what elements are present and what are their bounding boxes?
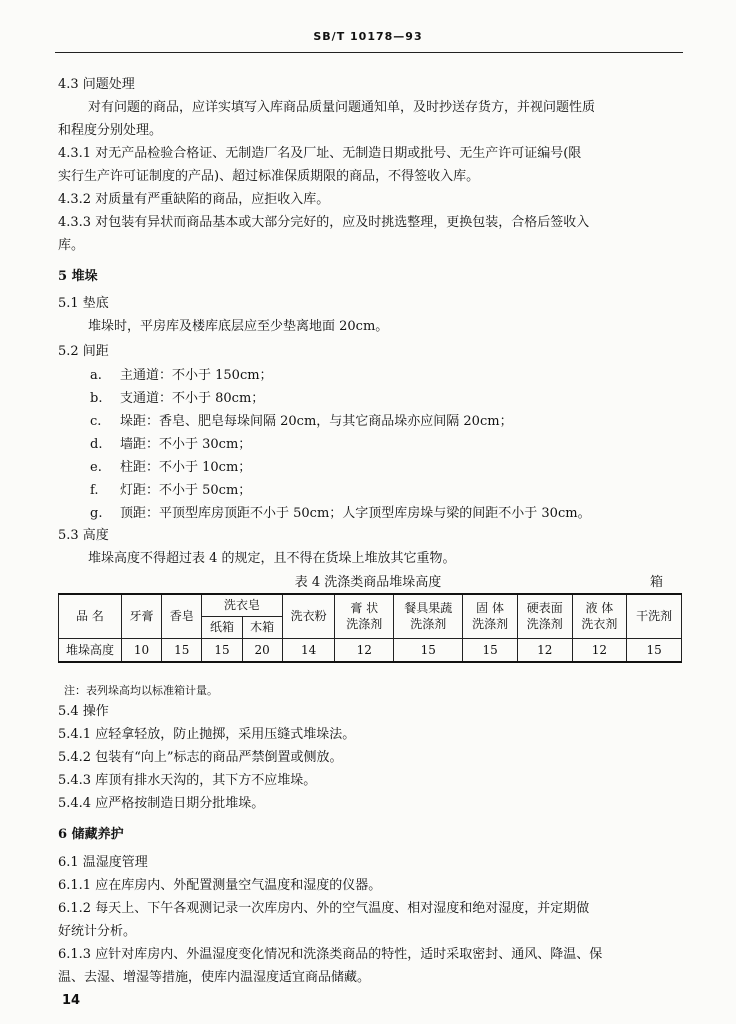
header-line: 液 体: [585, 601, 614, 616]
clause-5-4-1: 5.4.1 应轻拿轻放，防止抛掷，采用压缝式堆垛法。: [58, 727, 356, 742]
list-text: 灯距：不小于 50cm；: [120, 483, 252, 498]
list-item-c: [90, 413, 513, 431]
list-item-a: [90, 367, 273, 385]
header-toilet-soap: 香皂: [162, 594, 202, 638]
heading-6-1: 6.1 温湿度管理: [58, 855, 148, 870]
header-line: 洗涤剂: [472, 617, 509, 632]
heading-5-1: 5.1 垫底: [58, 296, 109, 311]
table-cell: 12: [572, 638, 627, 662]
header-line: 固 体: [476, 601, 504, 616]
header-paper-box: 纸箱: [202, 616, 242, 638]
header-rule: [55, 52, 683, 53]
header-line: 洗衣剂: [581, 617, 618, 632]
table-note: 注：表列垛高均以标准箱计量。: [64, 684, 218, 697]
table-cell: 15: [162, 638, 202, 662]
clause-4-3-1-line1: 4.3.1 对无产品检验合格证、无制造厂名及厂址、无制造日期或批号、无生产许可证编号(限: [58, 146, 582, 161]
table-cell: 12: [335, 638, 394, 662]
clause-5-4-4: 5.4.4 应严格按制造日期分批堆垛。: [58, 796, 265, 811]
heading-5: 5 堆垛: [58, 269, 98, 284]
clause-4-3-3-line2: 库。: [58, 238, 85, 253]
clause-4-3-3-line1: 4.3.3 对包装有异状而商品基本或大部分完好的，应及时挑选整理，更换包装，合格后签收入: [58, 215, 590, 230]
list-key: d.: [90, 437, 103, 452]
heading-5-2: 5.2 间距: [58, 344, 109, 359]
header-toothpaste: 牙膏: [121, 594, 161, 638]
heading-5-4: 5.4 操作: [58, 704, 109, 719]
page-number: 14: [62, 993, 81, 1008]
header-paste-detergent: [335, 594, 394, 638]
para-4-3-line1: 对有问题的商品，应详实填写入库商品质量问题通知单，及时抄送存货方，并视问题性质: [88, 100, 596, 115]
table-cell: 14: [282, 638, 335, 662]
header-wood-box: 木箱: [242, 616, 282, 638]
list-item-e: [90, 459, 251, 477]
list-text: 柱距：不小于 10cm；: [120, 460, 252, 475]
clause-6-1-1: 6.1.1 应在库房内、外配置测量空气温度和湿度的仪器。: [58, 878, 382, 893]
table-unit: 箱: [650, 575, 664, 590]
para-4-3-line2: 和程度分别处理。: [58, 123, 163, 138]
header-name: 品 名: [59, 594, 122, 638]
list-item-g: [90, 505, 591, 523]
list-text: 顶距：平顶型库房顶距不小于 50cm；人字顶型库房垛与梁的间距不小于 30cm。: [120, 506, 591, 521]
header-line: 硬表面: [526, 601, 563, 616]
clause-5-4-3: 5.4.3 库顶有排水天沟的，其下方不应堆垛。: [58, 773, 317, 788]
table-cell: 15: [627, 638, 682, 662]
table-cell: 15: [394, 638, 463, 662]
table-cell: 20: [242, 638, 282, 662]
header-line: 餐具果蔬: [404, 601, 453, 616]
header-line: 洗涤剂: [410, 617, 447, 632]
table-cell: 12: [517, 638, 572, 662]
list-text: 主通道：不小于 150cm；: [120, 368, 273, 383]
table-cell: 15: [202, 638, 242, 662]
stacking-height-table: [58, 593, 682, 663]
list-item-b: [90, 390, 264, 408]
header-hard-surface: [517, 594, 572, 638]
page-header-code: SB/T 10178—93: [313, 30, 423, 43]
table-cell: 10: [121, 638, 161, 662]
header-dry-cleaner: 干洗剂: [627, 594, 682, 638]
row-label: 堆垛高度: [59, 638, 122, 662]
list-key: f.: [90, 483, 99, 498]
header-line: 洗涤剂: [526, 617, 563, 632]
list-text: 支通道：不小于 80cm；: [120, 391, 265, 406]
header-dish-detergent: [394, 594, 463, 638]
header-laundry-soap: 洗衣皂: [202, 594, 282, 616]
heading-5-3: 5.3 高度: [58, 528, 109, 543]
header-liquid-laundry: [572, 594, 627, 638]
list-item-f: [90, 482, 251, 500]
para-5-3: 堆垛高度不得超过表 4 的规定，且不得在货垛上堆放其它重物。: [88, 551, 456, 566]
list-key: c.: [90, 414, 102, 429]
list-key: b.: [90, 391, 103, 406]
list-key: g.: [90, 506, 103, 521]
clause-4-3-1-line2: 实行生产许可证制度的产品)、超过标准保质期限的商品，不得签收入库。: [58, 169, 480, 184]
heading-4-3: 4.3 问题处理: [58, 77, 135, 92]
clause-6-1-2-line2: 好统计分析。: [58, 924, 137, 939]
list-key: e.: [90, 460, 102, 475]
clause-6-1-3-line2: 温、去湿、增湿等措施，使库内温湿度适宜商品储藏。: [58, 970, 371, 985]
header-solid-detergent: [463, 594, 518, 638]
clause-4-3-2: 4.3.2 对质量有严重缺陷的商品，应拒收入库。: [58, 192, 330, 207]
table-caption: 表 4 洗涤类商品堆垛高度: [294, 575, 442, 590]
header-line: 洗涤剂: [346, 617, 383, 632]
list-key: a.: [90, 368, 102, 383]
list-item-d: [90, 436, 251, 454]
header-washing-powder: 洗衣粉: [282, 594, 335, 638]
clause-5-4-2: 5.4.2 包装有“向上”标志的商品严禁倒置或侧放。: [58, 750, 343, 765]
list-text: 垛距：香皂、肥皂每垛间隔 20cm，与其它商品垛亦应间隔 20cm；: [120, 414, 513, 429]
header-line: 膏 状: [350, 601, 379, 616]
list-text: 墙距：不小于 30cm；: [120, 437, 252, 452]
clause-6-1-2-line1: 6.1.2 每天上、下午各观测记录一次库房内、外的空气温度、相对湿度和绝对湿度，并定期做: [58, 901, 590, 916]
clause-6-1-3-line1: 6.1.3 应针对库房内、外温湿度变化情况和洗涤类商品的特性，适时采取密封、通风、降温、保: [58, 947, 603, 962]
heading-6: 6 储藏养护: [58, 827, 124, 842]
table-cell: 15: [463, 638, 518, 662]
para-5-1: 堆垛时，平房库及楼库底层应至少垫离地面 20cm。: [88, 319, 389, 334]
